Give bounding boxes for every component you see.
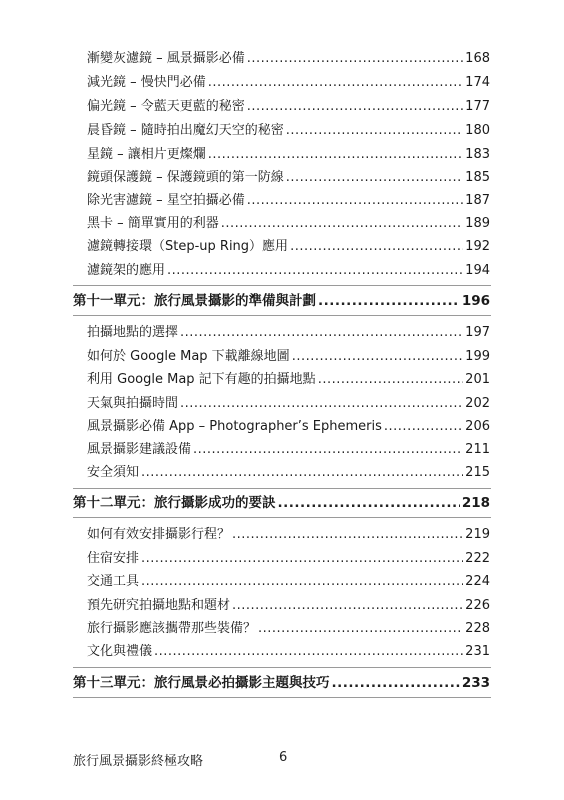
toc-entry-title: 利用 Google Map 記下有趣的拍攝地點 <box>87 372 316 387</box>
toc-entry-page: 222 <box>465 551 490 566</box>
toc-entry-page: 197 <box>465 325 490 340</box>
toc-entry[interactable] <box>87 526 490 544</box>
dot-leader <box>247 50 463 68</box>
toc-entry-title: 鏡頭保護鏡 – 保護鏡頭的第一防線 <box>87 170 284 185</box>
section-divider <box>73 667 491 668</box>
section-divider <box>73 285 491 286</box>
toc-entry-title: 文化與禮儀 <box>87 644 153 659</box>
toc-entry-title: 漸變灰濾鏡 – 風景攝影必備 <box>87 51 245 66</box>
toc-entry-page: 168 <box>465 51 490 66</box>
toc-entry-title: 如何於 Google Map 下載離線地圖 <box>87 349 290 364</box>
toc-entry-page: 226 <box>465 598 490 613</box>
dot-leader <box>141 464 463 482</box>
toc-chapter-page: 196 <box>461 293 490 309</box>
dot-leader <box>286 169 463 187</box>
dot-leader <box>193 441 463 459</box>
toc-entry-title: 黑卡 – 簡單實用的利器 <box>87 216 219 231</box>
toc-chapter-title: 第十一單元：旅行風景攝影的準備與計劃 <box>73 293 316 309</box>
toc-chapter-page: 233 <box>461 675 490 691</box>
toc-entry[interactable] <box>87 50 490 68</box>
toc-entry-page: 174 <box>465 75 490 90</box>
toc-entry-title: 拍攝地點的選擇 <box>87 325 179 340</box>
toc-entry[interactable] <box>87 371 490 389</box>
section-divider <box>73 488 491 489</box>
toc-entry[interactable] <box>87 238 490 256</box>
dot-leader <box>290 238 463 256</box>
dot-leader <box>332 674 460 692</box>
toc-chapter-heading[interactable] <box>73 494 490 512</box>
toc-entry[interactable] <box>87 550 490 568</box>
toc-entry[interactable] <box>87 74 490 92</box>
toc-entry[interactable] <box>87 146 490 164</box>
dot-leader <box>292 348 463 366</box>
toc-chapter-heading[interactable] <box>73 674 490 692</box>
toc-entry-title: 交通工具 <box>87 574 140 589</box>
section-divider <box>73 315 491 316</box>
dot-leader <box>286 122 463 140</box>
toc-entry-title: 除光害濾鏡 – 星空拍攝必備 <box>87 193 245 208</box>
toc-entry[interactable] <box>87 348 490 366</box>
dot-leader <box>258 620 463 638</box>
toc-entry-page: 231 <box>465 644 490 659</box>
dot-leader <box>180 395 463 413</box>
dot-leader <box>384 418 463 436</box>
toc-entry[interactable] <box>87 441 490 459</box>
dot-leader <box>247 192 463 210</box>
toc-entry-page: 228 <box>465 621 490 636</box>
toc-chapter-page: 218 <box>461 495 490 511</box>
toc-entry[interactable] <box>87 324 490 342</box>
toc-entry[interactable] <box>87 573 490 591</box>
toc-entry[interactable] <box>87 597 490 615</box>
toc-entry-title: 天氣與拍攝時間 <box>87 396 179 411</box>
toc-entry-title: 偏光鏡 – 令藍天更藍的秘密 <box>87 99 245 114</box>
toc-entry-page: 183 <box>465 147 490 162</box>
toc-entry-title: 風景攝影建議設備 <box>87 442 192 457</box>
toc-entry-title: 星鏡 – 讓相片更燦爛 <box>87 147 206 162</box>
toc-entry-page: 202 <box>465 396 490 411</box>
toc-entry-page: 199 <box>465 349 490 364</box>
dot-leader <box>247 98 463 116</box>
toc-entry-page: 201 <box>465 372 490 387</box>
toc-chapter-title: 第十二單元：旅行攝影成功的要訣 <box>73 495 276 511</box>
dot-leader <box>208 146 463 164</box>
toc-entry-title: 預先研究拍攝地點和題材 <box>87 598 231 613</box>
toc-entry[interactable] <box>87 192 490 210</box>
toc-entry-page: 224 <box>465 574 490 589</box>
toc-entry[interactable] <box>87 262 490 280</box>
toc-entry-title: 減光鏡 – 慢快門必備 <box>87 75 206 90</box>
toc-entry-title: 住宿安排 <box>87 551 140 566</box>
dot-leader <box>154 643 463 661</box>
dot-leader <box>318 292 460 310</box>
toc-entry-title: 濾鏡架的應用 <box>87 263 166 278</box>
dot-leader <box>141 573 463 591</box>
toc-entry-page: 185 <box>465 170 490 185</box>
toc-entry-page: 177 <box>465 99 490 114</box>
toc-entry-page: 192 <box>465 239 490 254</box>
dot-leader <box>208 74 463 92</box>
footer-book-title: 旅行風景攝影終極攻略 <box>73 754 204 769</box>
toc-entry[interactable] <box>87 418 490 436</box>
toc-entry-title: 如何有效安排攝影行程？ <box>87 527 231 542</box>
toc-entry-page: 194 <box>465 263 490 278</box>
toc-entry[interactable] <box>87 620 490 638</box>
toc-entry-title: 晨昏鏡 – 隨時拍出魔幻天空的秘密 <box>87 123 284 138</box>
toc-entry[interactable] <box>87 122 490 140</box>
toc-chapter-heading[interactable] <box>73 292 490 310</box>
dot-leader <box>232 597 463 615</box>
toc-entry-page: 206 <box>465 419 490 434</box>
toc-entry-title: 濾鏡轉接環（Step-up Ring）應用 <box>87 239 289 254</box>
toc-chapter-title: 第十三單元：旅行風景必拍攝影主題與技巧 <box>73 675 330 691</box>
toc-entry-page: 219 <box>465 527 490 542</box>
dot-leader <box>318 371 463 389</box>
toc-entry[interactable] <box>87 643 490 661</box>
toc-entry-page: 189 <box>465 216 490 231</box>
dot-leader <box>221 215 463 233</box>
toc-entry-page: 180 <box>465 123 490 138</box>
footer-page-number: 6 <box>279 750 288 765</box>
dot-leader <box>167 262 463 280</box>
toc-entry[interactable] <box>87 215 490 233</box>
toc-entry-page: 215 <box>465 465 490 480</box>
section-divider <box>73 517 491 518</box>
dot-leader <box>232 526 463 544</box>
section-divider <box>73 697 491 698</box>
dot-leader <box>180 324 463 342</box>
dot-leader <box>141 550 463 568</box>
toc-entry-page: 187 <box>465 193 490 208</box>
toc-entry[interactable] <box>87 98 490 116</box>
toc-entry-title: 風景攝影必備 App – Photographer’s Ephemeris <box>87 419 382 434</box>
toc-entry[interactable] <box>87 395 490 413</box>
toc-entry[interactable] <box>87 464 490 482</box>
dot-leader <box>278 494 460 512</box>
toc-entry-title: 旅行攝影應該攜帶那些裝備？ <box>87 621 257 636</box>
toc-entry[interactable] <box>87 169 490 187</box>
toc-entry-page: 211 <box>465 442 490 457</box>
toc-entry-title: 安全須知 <box>87 465 140 480</box>
